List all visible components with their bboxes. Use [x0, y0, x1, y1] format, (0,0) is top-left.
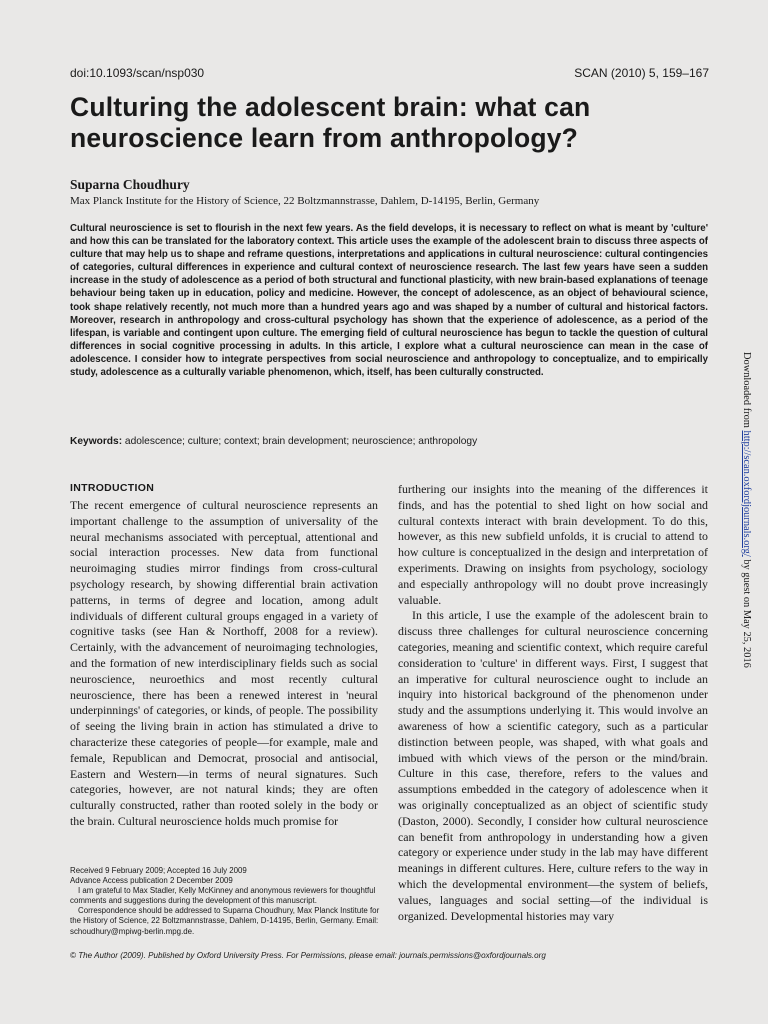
keywords-label: Keywords: — [70, 436, 123, 447]
footnotes — [70, 866, 380, 937]
download-notice — [741, 352, 752, 668]
section-heading-introduction: INTRODUCTION — [70, 482, 155, 494]
keywords-text: adolescence; culture; context; brain development; neuroscience; anthropology — [122, 436, 478, 447]
doi-label: doi:10.1093/scan/nsp030 — [70, 66, 205, 80]
advance-access: Advance Access publication 2 December 2009 — [70, 876, 233, 886]
download-sidebar — [742, 352, 762, 672]
journal-citation: SCAN (2010) 5, 159–167 — [574, 66, 709, 80]
abstract: Cultural neuroscience is set to flourish in the next few years. As the field develops, it is necessary to reflect on what is meant by 'culture' and how this can be translated for the laboratory context. This article uses the example of the adolescent brain to discuss three aspects of culture that may help us to shape and reframe questions, interpretations and applications in cultural neuroscience: cultural contingencies of categories, cultural differences in experience and cultural context of neuroscience research. The last few years have seen a sudden increase in the study of adolescence as a period of both structural and functional plasticity, with new brain-based explanations of teenage behaviour being taken up in education, policy and medicine. However, the concept of adolescence, as an object of behavioural science, took shape relatively recently, not much more than a hundred years ago and was shaped by a number of cultural and historical factors. Moreover, research in anthropology and cross-cultural psychology has shown that the experience of adolescence, as a period of the lifespan, is variable and contingent upon culture. The emerging field of cultural neuroscience has begun to tackle the question of cultural differences in social cognitive processing in adults. In this article, I explore what a cultural neuroscience can mean in the case of adolescence. I consider how to integrate perspectives from social neuroscience and anthropology to conceptualize, and to empirically study, adolescence as a culturally variable phenomenon, which, itself, has been culturally constructed. — [70, 223, 708, 379]
keywords — [70, 436, 710, 447]
journal-link[interactable]: http://scan.oxfordjournals.org/ — [741, 430, 752, 557]
download-prefix: Downloaded from — [741, 352, 752, 431]
paragraph: furthering our insights into the meaning of the differences it finds, and has the potential to shed light on how social and cultural contexts interact with brain development. To do this, however, as this new subfield unfolds, it is crucial to attend to how culture is conceptualized in the design and interpretation of experiments. Drawing on insights from psychology, sociology and especially anthropology will no doubt prove increasingly valuable. — [398, 482, 708, 607]
paragraph: In this article, I use the example of the adolescent brain to discuss three challenges for cultural neuroscience concerning categories, meaning and scientific context, which require careful consideration to 'culture' in different ways. First, I suggest that an imperative for cultural neuroscience ought to include an inquiry into historical background of the phenomenon under study and the assumptions underlying it. This would involve an awareness of how a scientific category, such as a particular distinction between people, was shaped, with what goals and imbued with which views of the person or the mind/brain. Culture in this case, therefore, refers to the values and assumptions embedded in the category of adolescence when it was originally conceptualized as an object of scientific study (Daston, 2000). Secondly, I consider how cultural neuroscience can benefit from anthropology in understanding how a given category or experience under study in the lab may have different meanings in different cultures. Here, culture refers to the way in which the developmental environment—the system of beliefs, values, languages and social setting—of the individual is organized. Developmental histories may vary — [398, 608, 708, 923]
correspondence: Correspondence should be addressed to Suparna Choudhury, Max Planck Institute for the History of Science, 22 Boltzmannstrasse, Dahlem, D-14195, Berlin, Germany. Email: schoudhury@mpiwg-berlin.mpg.de. — [70, 906, 380, 936]
paragraph: The recent emergence of cultural neuroscience represents an important challenge to the assumption of universality of the neural mechanisms associated with perceptual, attentional and social interaction processes. New data from functional neuroimaging studies mirror findings from cross-cultural psychology research, by showing differential brain activation patterns, in terms of degree and location, among adult individuals of different cultural groups engaged in a variety of cognitive tasks (see Han & Northoff, 2008 for a review). Certainly, with the advancement of neuroimaging technologies, and the formation of new interdisciplinary fields such as social neuroscience, neuroethics and most recently cultural neuroscience, there has been a renewed interest in 'neural underpinnings' of categories, or kinds, of people. The possibility of seeing the living brain in action has stimulated a drive to characterize these categories of people—for example, male and female, Republican and Democrat, prosocial and antisocial, Eastern and Western—in terms of neural signatures. Such categories, however, are not natural kinds; they are often culturally constructed, rather than rooted solely in the body or the brain. Cultural neuroscience holds much promise for — [70, 498, 378, 828]
copyright-line: © The Author (2009). Published by Oxford University Press. For Permissions, please email: journals.permissions@oxfordjournals.org — [70, 951, 546, 960]
author-affiliation: Max Planck Institute for the History of Science, 22 Boltzmannstrasse, Dahlem, D-14195, Berlin, Germany — [70, 195, 540, 207]
acknowledgements: I am grateful to Max Stadler, Kelly McKinney and anonymous reviewers for thoughtful comments and suggestions during the development of this manuscript. — [70, 886, 376, 906]
article-title: Culturing the adolescent brain: what can neuroscience learn from anthropology? — [70, 92, 591, 153]
download-suffix: by guest on May 25, 2016 — [741, 556, 752, 668]
right-column — [398, 482, 708, 924]
author-name: Suparna Choudhury — [70, 177, 190, 192]
left-column — [70, 498, 378, 830]
received-dates: Received 9 February 2009; Accepted 16 July 2009 — [70, 866, 247, 875]
